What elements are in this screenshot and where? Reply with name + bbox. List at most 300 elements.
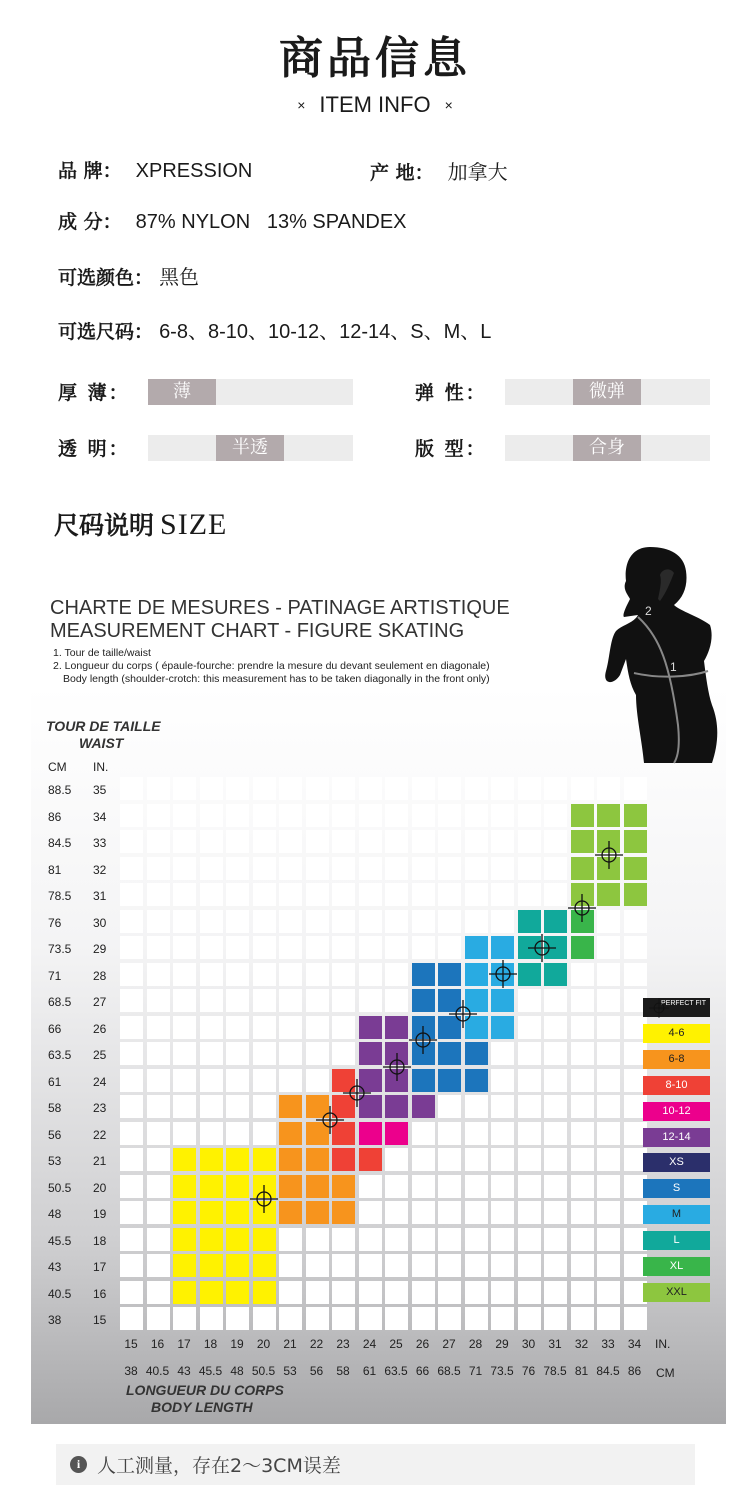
grid-cell [332, 936, 355, 959]
grid-cell [279, 804, 302, 827]
y-tick-cm: 53 [48, 1154, 62, 1168]
grid-cell [226, 963, 249, 986]
y-tick-cm: 78.5 [48, 889, 72, 903]
grid-cell [412, 910, 435, 933]
perfect-fit-crosshair-icon [249, 1184, 279, 1214]
y-tick-in: 34 [93, 809, 107, 824]
grid-cell [306, 1281, 329, 1304]
grid-cell [359, 1201, 382, 1224]
sizes-value: 6-8、8-10、10-12、12-14、S、M、L [159, 321, 492, 343]
grid-cell [465, 1095, 488, 1118]
grid-cell [253, 1254, 276, 1277]
grid-cell [571, 963, 594, 986]
grid-cell [597, 1042, 620, 1065]
x-tick-cm: 78.5 [543, 1364, 567, 1378]
grid-cell [412, 1254, 435, 1277]
grid-cell [385, 1095, 408, 1118]
grid-cell [253, 1122, 276, 1145]
grid-cell [173, 1095, 196, 1118]
grid-cell [173, 910, 196, 933]
grid-cell [173, 1042, 196, 1065]
grid-cell [226, 936, 249, 959]
page-title: 商品信息 [279, 33, 471, 84]
grid-cell [147, 777, 170, 800]
y-tick-in: 27 [93, 995, 107, 1009]
grid-cell [438, 1254, 461, 1277]
grid-cell [173, 1228, 196, 1251]
x-tick-in: 32 [574, 1337, 589, 1351]
grid-cell [465, 1281, 488, 1304]
grid-cell [465, 1175, 488, 1198]
grid-cell [173, 1122, 196, 1145]
grid-cell [279, 830, 302, 853]
grid-cell [438, 1307, 461, 1330]
grid-cell [120, 857, 143, 880]
grid-cell [518, 804, 541, 827]
y-tick-in: 18 [93, 1233, 107, 1248]
body-silhouette-icon [600, 545, 720, 765]
x-tick-in: 15 [124, 1337, 138, 1351]
grid-cell [544, 1042, 567, 1065]
perfect-fit-crosshair-icon [448, 999, 478, 1029]
color-value: 黑色 [159, 267, 200, 289]
grid-cell [253, 989, 276, 1012]
grid-cell [200, 963, 223, 986]
grid-cell [173, 830, 196, 853]
grid-cell [544, 1069, 567, 1092]
grid-cell [306, 963, 329, 986]
size-section-title [54, 506, 227, 542]
silhouette-label-2: 2 [645, 604, 652, 618]
grid-cell [385, 1201, 408, 1224]
legend-item: XXL [643, 1283, 710, 1302]
y-tick-cm: 84.5 [48, 836, 72, 850]
grid-cell [571, 777, 594, 800]
grid-cell [226, 1201, 249, 1224]
grid-cell [491, 857, 514, 880]
y-tick-in: 24 [93, 1074, 107, 1089]
grid-cell [518, 1175, 541, 1198]
grid-cell [147, 936, 170, 959]
x-tick-cm: 61 [362, 1364, 377, 1378]
grid-cell [544, 963, 567, 986]
grid-cell [200, 1042, 223, 1065]
x-tick-cm: 38 [124, 1364, 138, 1378]
grid-cell [120, 1307, 143, 1330]
y-tick-in: 28 [93, 968, 107, 983]
grid-cell [279, 1069, 302, 1092]
grid-cell [200, 1175, 223, 1198]
grid-cell [253, 777, 276, 800]
grid-cell [465, 963, 488, 986]
grid-cell [147, 1069, 170, 1092]
grid-cell [438, 1175, 461, 1198]
grid-cell [332, 830, 355, 853]
grid-cell [518, 989, 541, 1012]
grid-cell [147, 883, 170, 906]
grid-cell [412, 1069, 435, 1092]
origin-row [370, 156, 508, 185]
grid-cell [332, 1042, 355, 1065]
grid-cell [226, 777, 249, 800]
grid-cell [385, 989, 408, 1012]
grid-cell [226, 804, 249, 827]
grid-cell [597, 910, 620, 933]
grid-cell [491, 1148, 514, 1171]
grid-cell [597, 1281, 620, 1304]
grid-cell [385, 936, 408, 959]
x-tick-in: 28 [468, 1337, 483, 1351]
thickness-attr [58, 378, 353, 405]
sizes-label: 可选尺码： [58, 321, 154, 343]
grid-cell [359, 910, 382, 933]
grid-cell [332, 1016, 355, 1039]
perfect-fit-crosshair-icon [408, 1025, 438, 1055]
grid-cell [120, 883, 143, 906]
perfect-fit-crosshair-icon [315, 1105, 345, 1135]
grid-cell [226, 1175, 249, 1198]
x-tick-in: 27 [442, 1337, 456, 1351]
grid-cell [226, 910, 249, 933]
grid-cell [385, 777, 408, 800]
grid-cell [438, 857, 461, 880]
grid-cell [571, 1228, 594, 1251]
grid-cell [491, 883, 514, 906]
y-tick-cm: 71 [48, 968, 62, 983]
grid-cell [491, 1042, 514, 1065]
brand-row [58, 156, 252, 183]
grid-cell [359, 1122, 382, 1145]
grid-cell [544, 804, 567, 827]
grid-cell [491, 1307, 514, 1330]
grid-cell [173, 1201, 196, 1224]
grid-cell [571, 830, 594, 853]
grid-cell [412, 1122, 435, 1145]
grid-cell [518, 830, 541, 853]
grid-cell [253, 1228, 276, 1251]
grid-cell [518, 1228, 541, 1251]
grid-cell [332, 910, 355, 933]
y-tick-in: 19 [93, 1207, 107, 1221]
y-tick-in: 17 [93, 1260, 107, 1274]
grid-cell [385, 1228, 408, 1251]
grid-cell [306, 804, 329, 827]
grid-cell [491, 910, 514, 933]
grid-cell [412, 777, 435, 800]
grid-cell [465, 1254, 488, 1277]
grid-cell [226, 1307, 249, 1330]
grid-cell [226, 1122, 249, 1145]
x-tick-cm: 68.5 [437, 1364, 461, 1378]
grid-cell [385, 804, 408, 827]
grid-cell [120, 1201, 143, 1224]
x-tick-in: 25 [389, 1337, 403, 1351]
grid-cell [544, 910, 567, 933]
transparency-value: 半透 [216, 435, 284, 461]
grid-cell [120, 910, 143, 933]
grid-cell [624, 857, 647, 880]
grid-cell [518, 1148, 541, 1171]
y-tick-in: 20 [93, 1180, 107, 1195]
origin-label: 产 地： [370, 162, 434, 184]
grid-cell [306, 1307, 329, 1330]
grid-cell [173, 1254, 196, 1277]
grid-cell [253, 1042, 276, 1065]
y-tick-cm: 58 [48, 1101, 62, 1115]
grid-cell [597, 883, 620, 906]
grid-cell [491, 1069, 514, 1092]
grid-cell [597, 1148, 620, 1171]
grid-cell [518, 963, 541, 986]
grid-cell [359, 1016, 382, 1039]
grid-cell [306, 883, 329, 906]
grid-cell [253, 830, 276, 853]
grid-cell [147, 1042, 170, 1065]
grid-cell [571, 1122, 594, 1145]
grid-cell [385, 910, 408, 933]
grid-cell [571, 989, 594, 1012]
grid-cell [438, 1201, 461, 1224]
y-tick-cm: 45.5 [48, 1233, 72, 1248]
x-tick-cm: 56 [309, 1364, 324, 1378]
grid-cell [306, 1175, 329, 1198]
y-tick-in: 32 [93, 862, 107, 877]
grid-cell [279, 1228, 302, 1251]
grid-cell [200, 1148, 223, 1171]
x-tick-in: 31 [548, 1337, 562, 1351]
grid-cell [412, 1148, 435, 1171]
grid-cell [200, 1069, 223, 1092]
grid-cell [226, 1095, 249, 1118]
y-tick-cm: 88.5 [48, 783, 72, 797]
grid-cell [120, 1228, 143, 1251]
grid-cell [491, 777, 514, 800]
grid-cell [173, 1175, 196, 1198]
grid-cell [438, 1042, 461, 1065]
grid-cell [491, 1281, 514, 1304]
legend-item: L [643, 1231, 710, 1250]
grid-cell [518, 1069, 541, 1092]
x-tick-cm: 50.5 [251, 1364, 276, 1378]
grid-cell [518, 1122, 541, 1145]
material-label: 成 分： [58, 211, 122, 233]
close-x-icon: × [444, 97, 453, 113]
grid-cell [544, 1122, 567, 1145]
grid-cell [279, 1254, 302, 1277]
grid-cell [279, 1042, 302, 1065]
grid-cell [332, 1148, 355, 1171]
x-tick-in: 19 [230, 1337, 244, 1351]
grid-cell [544, 883, 567, 906]
legend-item: S [643, 1179, 710, 1198]
grid-cell [120, 963, 143, 986]
grid-cell [412, 1095, 435, 1118]
grid-cell [438, 963, 461, 986]
x-tick-in: 20 [256, 1337, 271, 1351]
grid-cell [200, 830, 223, 853]
grid-cell [200, 910, 223, 933]
grid-cell [491, 989, 514, 1012]
grid-cell [465, 1069, 488, 1092]
grid-cell [597, 936, 620, 959]
grid-cell [253, 1016, 276, 1039]
grid-cell [147, 1281, 170, 1304]
grid-cell [465, 777, 488, 800]
perfect-fit-crosshair-icon [342, 1078, 372, 1108]
grid-cell [120, 777, 143, 800]
grid-cell [518, 1281, 541, 1304]
grid-cell [306, 1016, 329, 1039]
grid-cell [253, 1148, 276, 1171]
grid-cell [544, 1095, 567, 1118]
grid-cell [544, 1201, 567, 1224]
grid-cell [438, 1148, 461, 1171]
grid-cell [200, 1122, 223, 1145]
x-tick-in: 23 [336, 1337, 350, 1351]
legend-item: 8-10 [643, 1076, 710, 1095]
grid-cell [359, 989, 382, 1012]
grid-cell [518, 777, 541, 800]
grid-cell [226, 1281, 249, 1304]
grid-cell [465, 1307, 488, 1330]
grid-cell [624, 963, 647, 986]
grid-cell [332, 804, 355, 827]
grid-cell [518, 857, 541, 880]
grid-cell [200, 1095, 223, 1118]
grid-cell [385, 1281, 408, 1304]
grid-cell [147, 1175, 170, 1198]
grid-cell [279, 1122, 302, 1145]
grid-cell [306, 1228, 329, 1251]
grid-cell [120, 1254, 143, 1277]
grid-cell [306, 777, 329, 800]
grid-cell [147, 1122, 170, 1145]
grid-cell [332, 1281, 355, 1304]
grid-cell [279, 989, 302, 1012]
grid-cell [253, 1281, 276, 1304]
y-tick-in: 33 [93, 836, 107, 850]
grid-cell [359, 1228, 382, 1251]
grid-cell [120, 1016, 143, 1039]
grid-cell [253, 857, 276, 880]
grid-cell [465, 910, 488, 933]
x-tick-cm: 48 [230, 1364, 244, 1378]
grid-cell [147, 804, 170, 827]
y-tick-in: 26 [93, 1021, 107, 1036]
grid-cell [385, 1254, 408, 1277]
grid-cell [544, 1254, 567, 1277]
size-title-en: SIZE [160, 508, 228, 541]
grid-cell [173, 804, 196, 827]
grid-cell [120, 1095, 143, 1118]
grid-cell [412, 804, 435, 827]
grid-cell [226, 1042, 249, 1065]
grid-cell [624, 883, 647, 906]
perfect-fit-crosshair-icon [382, 1052, 412, 1082]
grid-cell [120, 1122, 143, 1145]
grid-cell [544, 857, 567, 880]
x-tick-cm: 84.5 [596, 1364, 620, 1378]
grid-cell [147, 857, 170, 880]
elasticity-label: 弹 性： [415, 382, 487, 404]
grid-cell [571, 1254, 594, 1277]
grid-cell [279, 1307, 302, 1330]
x-tick-in: 21 [283, 1337, 297, 1351]
legend-crosshair-icon [649, 997, 670, 1018]
grid-cell [226, 1069, 249, 1092]
x-tick-in: 33 [601, 1337, 615, 1351]
grid-cell [544, 1281, 567, 1304]
grid-cell [359, 777, 382, 800]
grid-cell [544, 1148, 567, 1171]
grid-cell [438, 1228, 461, 1251]
y-tick-cm: 40.5 [48, 1286, 72, 1301]
grid-cell [438, 830, 461, 853]
grid-cell [120, 830, 143, 853]
grid-cell [491, 936, 514, 959]
chart-title-en: MEASUREMENT CHART - FIGURE SKATING [50, 620, 465, 642]
grid-cell [173, 857, 196, 880]
fit-track [505, 435, 710, 461]
legend-item: M [643, 1205, 710, 1224]
chart-note-3: Body length (shoulder-crotch: this measurement has to be taken diagonally in the front only) [63, 673, 490, 685]
grid-cell [253, 1307, 276, 1330]
grid-cell [200, 857, 223, 880]
grid-cell [491, 830, 514, 853]
x-tick-in: 26 [415, 1337, 430, 1351]
grid-cell [200, 989, 223, 1012]
y-tick-in: 23 [93, 1101, 107, 1115]
grid-cell [571, 804, 594, 827]
x-tick-cm: 73.5 [490, 1364, 514, 1378]
grid-cell [200, 1281, 223, 1304]
grid-cell [279, 883, 302, 906]
subtitle-text: ITEM INFO [319, 92, 431, 117]
grid-cell [120, 804, 143, 827]
y-tick-cm: 76 [48, 915, 62, 930]
grid-cell [359, 804, 382, 827]
thickness-value: 薄 [148, 379, 216, 405]
grid-cell [465, 1122, 488, 1145]
grid-cell [332, 989, 355, 1012]
grid-cell [226, 883, 249, 906]
grid-cell [624, 830, 647, 853]
grid-cell [253, 883, 276, 906]
perfect-fit-crosshair-icon [567, 893, 597, 923]
x-axis-title-fr: LONGUEUR DU CORPS [126, 1382, 284, 1398]
grid-cell [597, 1201, 620, 1224]
grid-cell [597, 1095, 620, 1118]
grid-cell [544, 1016, 567, 1039]
grid-cell [571, 1148, 594, 1171]
x-tick-cm: 86 [627, 1364, 642, 1378]
grid-cell [597, 777, 620, 800]
grid-cell [465, 936, 488, 959]
grid-cell [465, 1201, 488, 1224]
grid-cell [544, 830, 567, 853]
y-tick-cm: 73.5 [48, 942, 72, 956]
grid-cell [359, 857, 382, 880]
grid-cell [279, 1281, 302, 1304]
footer-text: 人工测量，存在2～3CM误差 [97, 1455, 341, 1477]
grid-cell [518, 1307, 541, 1330]
grid-cell [465, 1228, 488, 1251]
grid-cell [465, 830, 488, 853]
grid-cell [571, 936, 594, 959]
x-tick-in: 29 [495, 1337, 509, 1351]
perfect-fit-crosshair-icon [488, 959, 518, 989]
grid-cell [253, 1069, 276, 1092]
